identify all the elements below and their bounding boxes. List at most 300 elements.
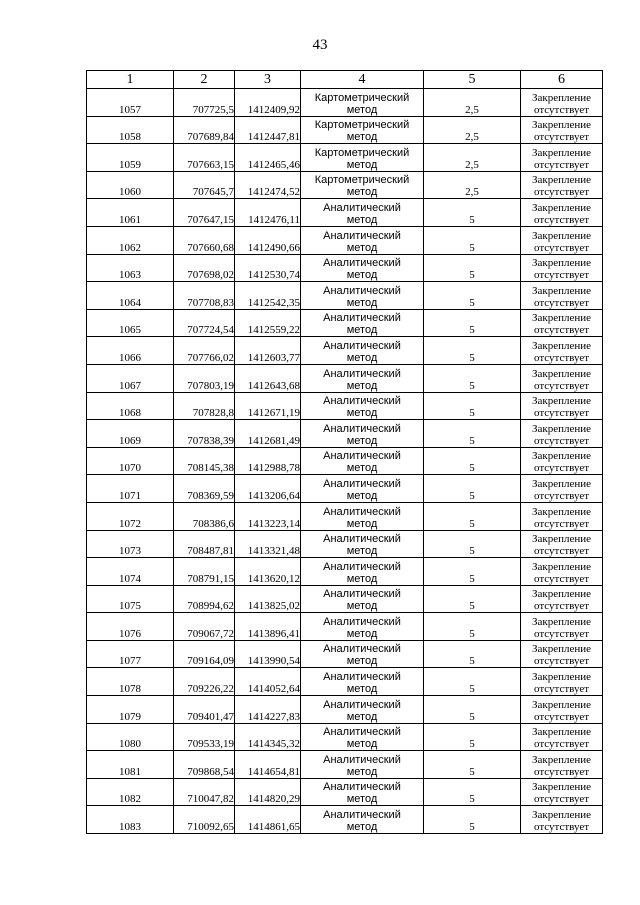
fixing-label: Закрепление (531, 450, 592, 463)
fixing-label: Закрепление (531, 726, 592, 739)
fixing-label: Закрепление (531, 588, 592, 601)
method-word: метод (346, 324, 378, 337)
x-coordinate-cell: 710047,82 (174, 778, 235, 806)
method-name: Аналитический (323, 615, 401, 628)
point-number-cell: 1061 (87, 199, 174, 227)
fixing-cell (521, 668, 603, 696)
point-number-cell: 1057 (87, 89, 174, 117)
fixing-label: Закрепление (531, 257, 592, 270)
method-name: Аналитический (323, 505, 401, 518)
x-coordinate-cell: 709164,09 (174, 640, 235, 668)
point-number-cell: 1083 (87, 806, 174, 834)
accuracy-cell: 2,5 (424, 171, 521, 199)
fixing-cell (521, 640, 603, 668)
point-number-cell: 1071 (87, 475, 174, 503)
x-coordinate-cell: 709868,54 (174, 751, 235, 779)
accuracy-cell: 5 (424, 475, 521, 503)
x-coordinate-cell: 707708,83 (174, 282, 235, 310)
method-word: метод (346, 545, 378, 558)
fixing-label: Закрепление (531, 367, 592, 380)
accuracy-cell: 5 (424, 530, 521, 558)
method-cell (301, 778, 424, 806)
y-coordinate-cell: 1413206,64 (235, 475, 301, 503)
method-name: Аналитический (323, 422, 401, 435)
method-name: Картометрический (314, 174, 410, 187)
y-coordinate-cell: 1412988,78 (235, 447, 301, 475)
table-row (87, 254, 603, 282)
table-row (87, 447, 603, 475)
fixing-status: отсутствует (533, 793, 590, 806)
table-row (87, 475, 603, 503)
accuracy-cell: 5 (424, 696, 521, 724)
method-word: метод (346, 517, 378, 530)
fixing-status: отсутствует (533, 131, 590, 144)
point-number-cell: 1059 (87, 144, 174, 172)
y-coordinate-cell: 1412603,77 (235, 337, 301, 365)
column-header-3: 3 (235, 71, 301, 89)
y-coordinate-cell: 1414820,29 (235, 778, 301, 806)
method-word: метод (346, 213, 378, 226)
method-name: Аналитический (323, 367, 401, 380)
table-row (87, 696, 603, 724)
method-cell (301, 171, 424, 199)
point-number-cell: 1081 (87, 751, 174, 779)
point-number-cell: 1073 (87, 530, 174, 558)
table-row (87, 751, 603, 779)
table-row (87, 668, 603, 696)
table-row (87, 144, 603, 172)
fixing-cell (521, 392, 603, 420)
method-word: метод (346, 131, 378, 144)
fixing-cell (521, 530, 603, 558)
accuracy-cell: 5 (424, 723, 521, 751)
fixing-cell (521, 475, 603, 503)
accuracy-cell: 5 (424, 254, 521, 282)
fixing-label: Закрепление (531, 781, 592, 794)
fixing-cell (521, 171, 603, 199)
method-word: метод (346, 572, 378, 585)
y-coordinate-cell: 1412476,11 (235, 199, 301, 227)
accuracy-cell: 5 (424, 447, 521, 475)
method-name: Картометрический (314, 119, 410, 132)
method-word: метод (346, 407, 378, 420)
fixing-status: отсутствует (533, 269, 590, 282)
y-coordinate-cell: 1413620,12 (235, 558, 301, 586)
method-word: метод (346, 296, 378, 309)
x-coordinate-cell: 707647,15 (174, 199, 235, 227)
table-row (87, 171, 603, 199)
fixing-cell (521, 778, 603, 806)
x-coordinate-cell: 709533,19 (174, 723, 235, 751)
fixing-cell (521, 585, 603, 613)
table-row (87, 199, 603, 227)
point-number-cell: 1069 (87, 420, 174, 448)
table-body (87, 89, 603, 834)
method-cell (301, 475, 424, 503)
x-coordinate-cell: 709067,72 (174, 613, 235, 641)
point-number-cell: 1065 (87, 309, 174, 337)
point-number-cell: 1060 (87, 171, 174, 199)
method-word: метод (346, 186, 378, 199)
method-name: Аналитический (323, 284, 401, 297)
y-coordinate-cell: 1412530,74 (235, 254, 301, 282)
fixing-cell (521, 254, 603, 282)
table-row (87, 116, 603, 144)
accuracy-cell: 5 (424, 364, 521, 392)
fixing-status: отсутствует (533, 517, 590, 530)
method-word: метод (346, 765, 378, 778)
fixing-label: Закрепление (531, 119, 592, 132)
column-header-2: 2 (174, 71, 235, 89)
table-row (87, 420, 603, 448)
fixing-label: Закрепление (531, 615, 592, 628)
table-row (87, 502, 603, 530)
method-cell (301, 144, 424, 172)
fixing-status: отсутствует (533, 710, 590, 723)
fixing-cell (521, 751, 603, 779)
header-row (87, 71, 603, 89)
fixing-label: Закрепление (531, 146, 592, 159)
y-coordinate-cell: 1412559,22 (235, 309, 301, 337)
x-coordinate-cell: 707766,02 (174, 337, 235, 365)
accuracy-cell: 5 (424, 226, 521, 254)
y-coordinate-cell: 1412671,19 (235, 392, 301, 420)
table-row (87, 723, 603, 751)
x-coordinate-cell: 707689,84 (174, 116, 235, 144)
fixing-status: отсутствует (533, 600, 590, 613)
fixing-status: отсутствует (533, 683, 590, 696)
method-cell (301, 723, 424, 751)
point-number-cell: 1080 (87, 723, 174, 751)
table-row (87, 89, 603, 117)
point-number-cell: 1072 (87, 502, 174, 530)
method-word: метод (346, 158, 378, 171)
method-name: Аналитический (323, 312, 401, 325)
y-coordinate-cell: 1413990,54 (235, 640, 301, 668)
table-row (87, 806, 603, 834)
fixing-cell (521, 282, 603, 310)
point-number-cell: 1082 (87, 778, 174, 806)
method-word: метод (346, 462, 378, 475)
fixing-status: отсутствует (533, 213, 590, 226)
point-number-cell: 1076 (87, 613, 174, 641)
x-coordinate-cell: 707838,39 (174, 420, 235, 448)
table-row (87, 530, 603, 558)
accuracy-cell: 5 (424, 420, 521, 448)
y-coordinate-cell: 1412681,49 (235, 420, 301, 448)
y-coordinate-cell: 1413825,02 (235, 585, 301, 613)
fixing-cell (521, 144, 603, 172)
method-word: метод (346, 821, 378, 834)
method-name: Аналитический (323, 229, 401, 242)
table-row (87, 337, 603, 365)
accuracy-cell: 5 (424, 199, 521, 227)
fixing-status: отсутствует (533, 572, 590, 585)
table-row (87, 364, 603, 392)
fixing-label: Закрепление (531, 174, 592, 187)
table-row (87, 613, 603, 641)
method-name: Аналитический (323, 698, 401, 711)
point-number-cell: 1070 (87, 447, 174, 475)
fixing-cell (521, 806, 603, 834)
accuracy-cell: 5 (424, 502, 521, 530)
fixing-cell (521, 723, 603, 751)
page-number: 43 (312, 37, 328, 53)
y-coordinate-cell: 1413223,14 (235, 502, 301, 530)
fixing-cell (521, 89, 603, 117)
fixing-status: отсутствует (533, 186, 590, 199)
fixing-label: Закрепление (531, 284, 592, 297)
method-cell (301, 420, 424, 448)
y-coordinate-cell: 1413896,41 (235, 613, 301, 641)
y-coordinate-cell: 1412447,81 (235, 116, 301, 144)
method-name: Картометрический (314, 91, 410, 104)
x-coordinate-cell: 707725,5 (174, 89, 235, 117)
method-word: метод (346, 738, 378, 751)
fixing-cell (521, 226, 603, 254)
fixing-label: Закрепление (531, 698, 592, 711)
method-word: метод (346, 655, 378, 668)
fixing-status: отсутствует (533, 821, 590, 834)
x-coordinate-cell: 707724,54 (174, 309, 235, 337)
accuracy-cell: 5 (424, 640, 521, 668)
method-name: Аналитический (323, 395, 401, 408)
x-coordinate-cell: 710092,65 (174, 806, 235, 834)
fixing-label: Закрепление (531, 229, 592, 242)
x-coordinate-cell: 708369,59 (174, 475, 235, 503)
y-coordinate-cell: 1413321,48 (235, 530, 301, 558)
fixing-status: отсутствует (533, 738, 590, 751)
fixing-label: Закрепление (531, 505, 592, 518)
column-header-6: 6 (521, 71, 603, 89)
fixing-cell (521, 613, 603, 641)
x-coordinate-cell: 708791,15 (174, 558, 235, 586)
accuracy-cell: 5 (424, 806, 521, 834)
table-row (87, 558, 603, 586)
table-row (87, 309, 603, 337)
method-cell (301, 502, 424, 530)
method-name: Аналитический (323, 588, 401, 601)
y-coordinate-cell: 1414052,64 (235, 668, 301, 696)
method-word: метод (346, 351, 378, 364)
fixing-cell (521, 447, 603, 475)
x-coordinate-cell: 707828,8 (174, 392, 235, 420)
fixing-cell (521, 337, 603, 365)
accuracy-cell: 2,5 (424, 144, 521, 172)
accuracy-cell: 5 (424, 668, 521, 696)
y-coordinate-cell: 1414861,65 (235, 806, 301, 834)
accuracy-cell: 5 (424, 751, 521, 779)
method-word: метод (346, 600, 378, 613)
point-number-cell: 1078 (87, 668, 174, 696)
y-coordinate-cell: 1414345,32 (235, 723, 301, 751)
method-cell (301, 392, 424, 420)
fixing-status: отсутствует (533, 158, 590, 171)
method-name: Аналитический (323, 257, 401, 270)
x-coordinate-cell: 708994,62 (174, 585, 235, 613)
y-coordinate-cell: 1412542,35 (235, 282, 301, 310)
x-coordinate-cell: 707698,02 (174, 254, 235, 282)
method-name: Аналитический (323, 781, 401, 794)
point-number-cell: 1079 (87, 696, 174, 724)
point-number-cell: 1063 (87, 254, 174, 282)
method-name: Аналитический (323, 643, 401, 656)
point-number-cell: 1077 (87, 640, 174, 668)
fixing-cell (521, 558, 603, 586)
x-coordinate-cell: 709226,22 (174, 668, 235, 696)
fixing-cell (521, 364, 603, 392)
fixing-label: Закрепление (531, 422, 592, 435)
method-name: Аналитический (323, 201, 401, 214)
method-cell (301, 447, 424, 475)
table-row (87, 282, 603, 310)
fixing-status: отсутствует (533, 241, 590, 254)
fixing-cell (521, 309, 603, 337)
fixing-label: Закрепление (531, 312, 592, 325)
fixing-status: отсутствует (533, 351, 590, 364)
fixing-cell (521, 696, 603, 724)
table-row (87, 640, 603, 668)
accuracy-cell: 5 (424, 309, 521, 337)
fixing-cell (521, 116, 603, 144)
column-header-5: 5 (424, 71, 521, 89)
point-number-cell: 1074 (87, 558, 174, 586)
method-cell (301, 254, 424, 282)
fixing-status: отсутствует (533, 103, 590, 116)
accuracy-cell: 5 (424, 337, 521, 365)
point-number-cell: 1067 (87, 364, 174, 392)
fixing-label: Закрепление (531, 91, 592, 104)
fixing-status: отсутствует (533, 407, 590, 420)
method-name: Аналитический (323, 450, 401, 463)
method-name: Аналитический (323, 726, 401, 739)
table-row (87, 392, 603, 420)
method-word: метод (346, 683, 378, 696)
x-coordinate-cell: 707803,19 (174, 364, 235, 392)
coordinates-table (86, 70, 603, 834)
fixing-label: Закрепление (531, 339, 592, 352)
y-coordinate-cell: 1414654,81 (235, 751, 301, 779)
method-name: Аналитический (323, 753, 401, 766)
method-word: метод (346, 710, 378, 723)
fixing-status: отсутствует (533, 765, 590, 778)
fixing-label: Закрепление (531, 201, 592, 214)
y-coordinate-cell: 1412409,92 (235, 89, 301, 117)
method-cell (301, 199, 424, 227)
fixing-label: Закрепление (531, 395, 592, 408)
table-row (87, 226, 603, 254)
fixing-cell (521, 199, 603, 227)
method-cell (301, 337, 424, 365)
accuracy-cell: 5 (424, 392, 521, 420)
x-coordinate-cell: 707645,7 (174, 171, 235, 199)
method-name: Аналитический (323, 339, 401, 352)
method-cell (301, 282, 424, 310)
accuracy-cell: 5 (424, 613, 521, 641)
fixing-label: Закрепление (531, 560, 592, 573)
method-cell (301, 116, 424, 144)
accuracy-cell: 2,5 (424, 116, 521, 144)
y-coordinate-cell: 1412643,68 (235, 364, 301, 392)
fixing-status: отсутствует (533, 379, 590, 392)
column-header-1: 1 (87, 71, 174, 89)
method-cell (301, 640, 424, 668)
y-coordinate-cell: 1412474,52 (235, 171, 301, 199)
fixing-status: отсутствует (533, 655, 590, 668)
point-number-cell: 1068 (87, 392, 174, 420)
fixing-label: Закрепление (531, 671, 592, 684)
point-number-cell: 1062 (87, 226, 174, 254)
accuracy-cell: 2,5 (424, 89, 521, 117)
method-cell (301, 613, 424, 641)
table-row (87, 778, 603, 806)
fixing-status: отсутствует (533, 545, 590, 558)
accuracy-cell: 5 (424, 585, 521, 613)
point-number-cell: 1064 (87, 282, 174, 310)
x-coordinate-cell: 707663,15 (174, 144, 235, 172)
fixing-status: отсутствует (533, 627, 590, 640)
fixing-label: Закрепление (531, 643, 592, 656)
x-coordinate-cell: 707660,68 (174, 226, 235, 254)
method-cell (301, 226, 424, 254)
method-cell (301, 751, 424, 779)
point-number-cell: 1075 (87, 585, 174, 613)
method-cell (301, 696, 424, 724)
method-word: метод (346, 241, 378, 254)
x-coordinate-cell: 708487,81 (174, 530, 235, 558)
method-cell (301, 530, 424, 558)
method-name: Аналитический (323, 477, 401, 490)
method-cell (301, 364, 424, 392)
point-number-cell: 1066 (87, 337, 174, 365)
accuracy-cell: 5 (424, 778, 521, 806)
x-coordinate-cell: 708145,38 (174, 447, 235, 475)
method-cell (301, 309, 424, 337)
point-number-cell: 1058 (87, 116, 174, 144)
fixing-status: отсутствует (533, 462, 590, 475)
method-cell (301, 585, 424, 613)
method-cell (301, 89, 424, 117)
fixing-status: отсутствует (533, 489, 590, 502)
x-coordinate-cell: 709401,47 (174, 696, 235, 724)
column-header-4: 4 (301, 71, 424, 89)
method-word: метод (346, 379, 378, 392)
fixing-label: Закрепление (531, 809, 592, 822)
fixing-label: Закрепление (531, 753, 592, 766)
fixing-status: отсутствует (533, 434, 590, 447)
method-word: метод (346, 627, 378, 640)
method-name: Аналитический (323, 809, 401, 822)
method-cell (301, 668, 424, 696)
y-coordinate-cell: 1412490,66 (235, 226, 301, 254)
method-word: метод (346, 103, 378, 116)
method-name: Аналитический (323, 671, 401, 684)
accuracy-cell: 5 (424, 558, 521, 586)
x-coordinate-cell: 708386,6 (174, 502, 235, 530)
fixing-label: Закрепление (531, 533, 592, 546)
method-cell (301, 806, 424, 834)
fixing-status: отсутствует (533, 324, 590, 337)
method-word: метод (346, 434, 378, 447)
method-name: Картометрический (314, 146, 410, 159)
fixing-cell (521, 502, 603, 530)
table-row (87, 585, 603, 613)
method-word: метод (346, 269, 378, 282)
accuracy-cell: 5 (424, 282, 521, 310)
method-word: метод (346, 489, 378, 502)
method-name: Аналитический (323, 533, 401, 546)
fixing-status: отсутствует (533, 296, 590, 309)
